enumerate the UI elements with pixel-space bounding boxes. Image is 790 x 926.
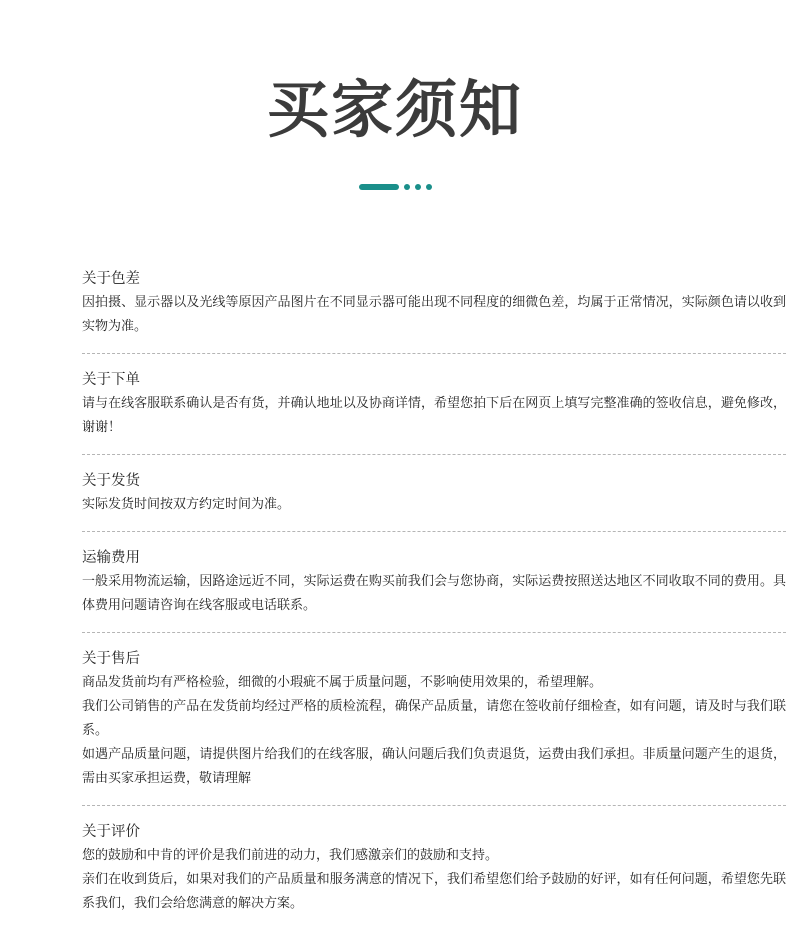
section-divider: [82, 353, 786, 354]
section-divider: [82, 632, 786, 633]
notice-section-reviews: [82, 816, 786, 926]
section-paragraph: 亲们在收到货后，如果对我们的产品质量和服务满意的情况下，我们希望您们给予鼓励的好评，如有任何问题，希望您先联系我们，我们会给您满意的解决方案。: [82, 872, 786, 911]
section-heading: 关于评价: [82, 824, 140, 840]
section-paragraph: 商品发货前均有严格检验，细微的小瑕疵不属于质量问题，不影响使用效果的，希望理解。: [82, 675, 603, 690]
title-ornament: [0, 183, 790, 191]
section-paragraph: 请与在线客服联系确认是否有货，并确认地址以及协商详情，希望您拍下后在网页上填写完整准确的签收信息，避免修改，谢谢！: [82, 396, 786, 435]
notice-section-ordering: [82, 364, 786, 450]
section-heading: 关于发货: [82, 473, 140, 489]
ornament-dot: [404, 184, 410, 190]
section-heading: 关于下单: [82, 372, 140, 388]
ornament-bar: [359, 184, 399, 190]
section-divider: [82, 805, 786, 806]
ornament-dot: [415, 184, 421, 190]
section-paragraph: 我们公司销售的产品在发货前均经过严格的质检流程，确保产品质量，请您在签收前仔细检查，如有问题，请及时与我们联系。: [82, 699, 786, 738]
notice-section-shipping: [82, 465, 786, 527]
section-paragraph: 您的鼓励和中肯的评价是我们前进的动力，我们感激亲们的鼓励和支持。: [82, 848, 499, 863]
page-title: 买家须知: [266, 73, 523, 146]
section-paragraph: 实际发货时间按双方约定时间为准。: [82, 497, 291, 512]
notice-list: [82, 263, 786, 926]
section-paragraph: 一般采用物流运输，因路途远近不同，实际运费在购买前我们会与您协商，实际运费按照送达地区不同收取不同的费用。具体费用问题请咨询在线客服或电话联系。: [82, 574, 786, 613]
ornament-dot: [426, 184, 432, 190]
notice-section-after-sales: [82, 643, 786, 801]
notice-section-color-difference: [82, 263, 786, 349]
section-divider: [82, 454, 786, 455]
section-heading: 运输费用: [82, 550, 140, 566]
section-paragraph: 因拍摄、显示器以及光线等原因产品图片在不同显示器可能出现不同程度的细微色差，均属于正常情况，实际颜色请以收到实物为准。: [82, 295, 786, 334]
section-heading: 关于色差: [82, 271, 140, 287]
section-paragraph: 如遇产品质量问题，请提供图片给我们的在线客服，确认问题后我们负责退货，运费由我们承担。非质量问题产生的退货，需由买家承担运费，敬请理解: [82, 747, 786, 786]
section-heading: 关于售后: [82, 651, 140, 667]
notice-section-freight-cost: [82, 542, 786, 628]
section-divider: [82, 531, 786, 532]
